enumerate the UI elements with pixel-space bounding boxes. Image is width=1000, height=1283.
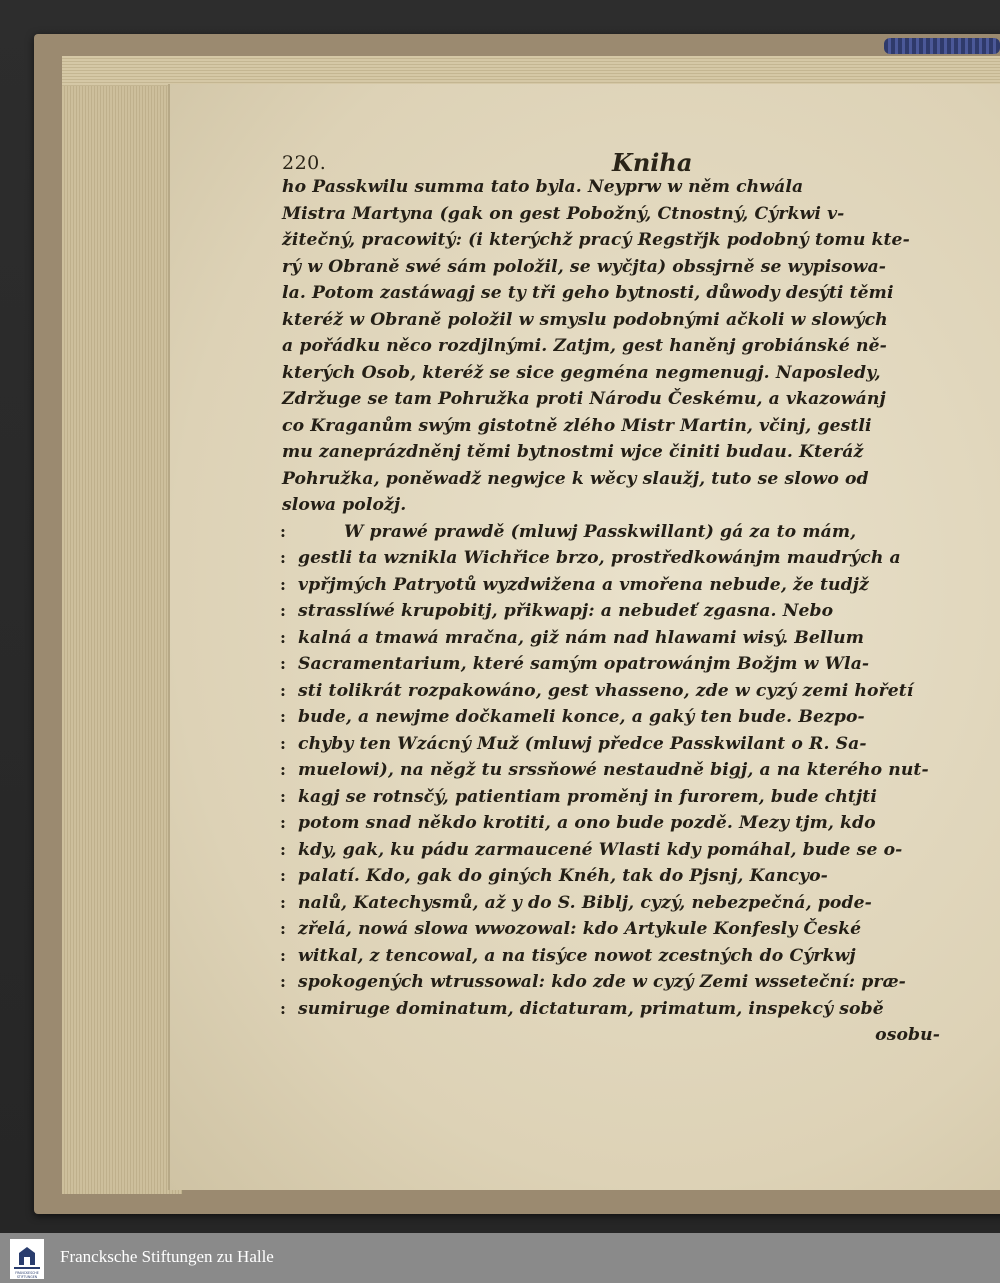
quote-margin-mark: :	[280, 601, 287, 620]
footer-bar	[0, 1233, 1000, 1283]
footer-institution-label: Francksche Stiftungen zu Halle	[60, 1247, 274, 1266]
text-line	[282, 916, 962, 943]
svg-text:FRANCKESCHE: FRANCKESCHE	[15, 1271, 39, 1275]
text-line-content: chyby ten Wzácný Muž (mluwj předce Passkwilant o R. Sa-	[298, 733, 867, 754]
text-line-content: sti tolikrát rozpakowáno, gest vhasseno, zde w cyzý zemi hořetí	[298, 680, 914, 701]
quote-margin-mark: :	[280, 548, 287, 567]
text-line	[282, 757, 962, 784]
running-head: Kniha	[612, 148, 693, 177]
text-line	[282, 704, 962, 731]
text-line-content: witkal, z tencowal, a na tisýce nowot zcestných do Cýrkwj	[298, 945, 856, 966]
text-line	[282, 439, 962, 466]
page-text-block	[282, 174, 962, 1049]
text-line	[282, 280, 962, 307]
quote-margin-mark: :	[280, 839, 287, 859]
text-line	[282, 360, 962, 387]
text-line-content: Pohružka, poněwadž negwjce k wěcy slaužj, tuto se slowo od	[282, 468, 869, 489]
ribbon-bookmark	[884, 38, 1000, 54]
text-line-content: W prawé prawdě (mluwj Passkwillant) gá za to mám,	[344, 521, 857, 542]
quote-margin-mark: :	[280, 654, 287, 673]
text-line-content: kalná a tmawá mračna, giž nám nad hlawami wisý. Bellum	[298, 627, 865, 648]
text-line-content: zřelá, nowá slowa wwozowal: kdo Artykule Konfesly České	[298, 919, 862, 939]
text-line-content: palatí. Kdo, gak do giných Knéh, tak do Pjsnj, Kancyo-	[298, 866, 828, 886]
text-line	[282, 413, 962, 440]
text-line-content: kagj se rotnsčý, patientiam proměnj in furorem, bude chtjti	[298, 786, 877, 807]
text-line	[282, 651, 962, 678]
text-line-content: vpřjmých Patryotů wyzdwižena a vmořena nebude, že tudjž	[298, 574, 869, 595]
text-line-content: spokogených wtrussowal: kdo zde w cyzý Zemi wsseteční: præ-	[298, 972, 906, 992]
text-line-content: kteréž w Obraně položil w smyslu podobnými ačkoli w slowých	[282, 309, 888, 330]
quote-margin-mark: :	[280, 680, 287, 700]
text-line	[282, 784, 962, 811]
text-line-content: kterých Osob, kteréž se sice gegména negmenugj. Naposledy,	[282, 362, 881, 383]
text-line-content: rý w Obraně swé sám položil, se wyčjta) obssjrně se wypisowa-	[282, 256, 887, 277]
text-line	[282, 810, 962, 837]
foundation-logo-icon	[10, 1239, 44, 1279]
text-line-content: muelowi), na něgž tu srssňowé nestaudně bigj, a na kterého nut-	[298, 760, 929, 780]
text-line-content: žitečný, pracowitý: (i kterýchž pracý Regstřjk podobný tomu kte-	[282, 230, 910, 250]
quote-margin-mark: :	[280, 866, 287, 885]
quote-margin-mark: :	[280, 521, 287, 541]
text-line	[282, 386, 962, 413]
text-line	[282, 731, 962, 758]
text-line	[282, 307, 962, 334]
quote-margin-mark: :	[280, 760, 287, 779]
text-line	[282, 333, 962, 360]
text-line	[282, 837, 962, 864]
text-line	[282, 943, 962, 970]
text-line-content: ho Passkwilu summa tato byla. Neyprw w něm chwála	[282, 177, 804, 197]
text-line	[282, 492, 962, 519]
text-line	[282, 996, 962, 1023]
text-line	[282, 572, 962, 599]
text-line-content: kdy, gak, ku pádu zarmaucené Wlasti kdy pomáhal, bude se o-	[298, 839, 903, 860]
text-line-content: nalů, Katechysmů, až y do S. Biblj, cyzý, nebezpečná, pode-	[298, 892, 872, 913]
text-line-content: co Kraganům swým gistotně zlého Mistr Martin, včinj, gestli	[282, 415, 872, 436]
quote-margin-mark: :	[280, 813, 287, 832]
text-line-content: la. Potom zastáwagj se ty tři geho bytnosti, důwody desýti těmi	[282, 283, 894, 303]
quote-margin-mark: :	[280, 707, 287, 726]
page-number: 220.	[282, 152, 327, 174]
svg-text:STIFTUNGEN: STIFTUNGEN	[16, 1275, 38, 1279]
quote-margin-mark: :	[280, 733, 287, 753]
text-line	[282, 466, 962, 493]
text-line-content: gestli ta wznikla Wichřice brzo, prostředkowánjm maudrých a	[298, 548, 901, 568]
text-line-content: bude, a newjme dočkameli konce, a gaký ten bude. Bezpo-	[298, 707, 865, 727]
text-line-content: a pořádku něco rozdjlnými. Zatjm, gest haněnj grobiánské ně-	[282, 336, 887, 356]
text-line	[282, 863, 962, 890]
text-line	[282, 890, 962, 917]
text-line-content: Zdržuge se tam Pohružka proti Národu Českému, a vkazowánj	[282, 389, 886, 409]
text-line	[282, 174, 962, 201]
quote-margin-mark: :	[280, 786, 287, 806]
text-line	[282, 201, 962, 228]
quote-margin-mark: :	[280, 919, 287, 938]
text-line-content: Sacramentarium, které samým opatrowánjm Božjm w Wla-	[298, 654, 870, 674]
page-block-top-edge	[62, 56, 1000, 86]
text-line	[282, 969, 962, 996]
text-line	[282, 227, 962, 254]
text-line-content: strasslíwé krupobitj, přikwapj: a nebudeť zgasna. Nebo	[298, 601, 834, 621]
text-line	[282, 678, 962, 705]
text-line-content: slowa položj.	[282, 495, 407, 515]
quote-margin-mark: :	[280, 627, 287, 647]
text-line-content: Mistra Martyna (gak on gest Pobožný, Ctnostný, Cýrkwi v-	[282, 203, 845, 224]
page-block-edge	[62, 56, 183, 1194]
quote-margin-mark: :	[280, 892, 287, 912]
catchword: osobu-	[875, 1025, 940, 1045]
quote-margin-mark: :	[280, 972, 287, 991]
text-line	[282, 598, 962, 625]
quote-margin-mark: :	[280, 998, 287, 1018]
quote-margin-mark: :	[280, 574, 287, 594]
quote-margin-mark: :	[280, 945, 287, 965]
text-line	[282, 545, 962, 572]
text-line-content: sumiruge dominatum, dictaturam, primatum, inspekcý sobě	[298, 998, 884, 1019]
text-line-content: mu zaneprázdněnj těmi bytnostmi wjce činiti budau. Kteráž	[282, 442, 864, 462]
text-line	[282, 625, 962, 652]
text-line	[282, 519, 962, 546]
text-line-content: potom snad někdo krotiti, a ono bude pozdě. Mezy tjm, kdo	[298, 813, 876, 833]
text-line	[282, 254, 962, 281]
